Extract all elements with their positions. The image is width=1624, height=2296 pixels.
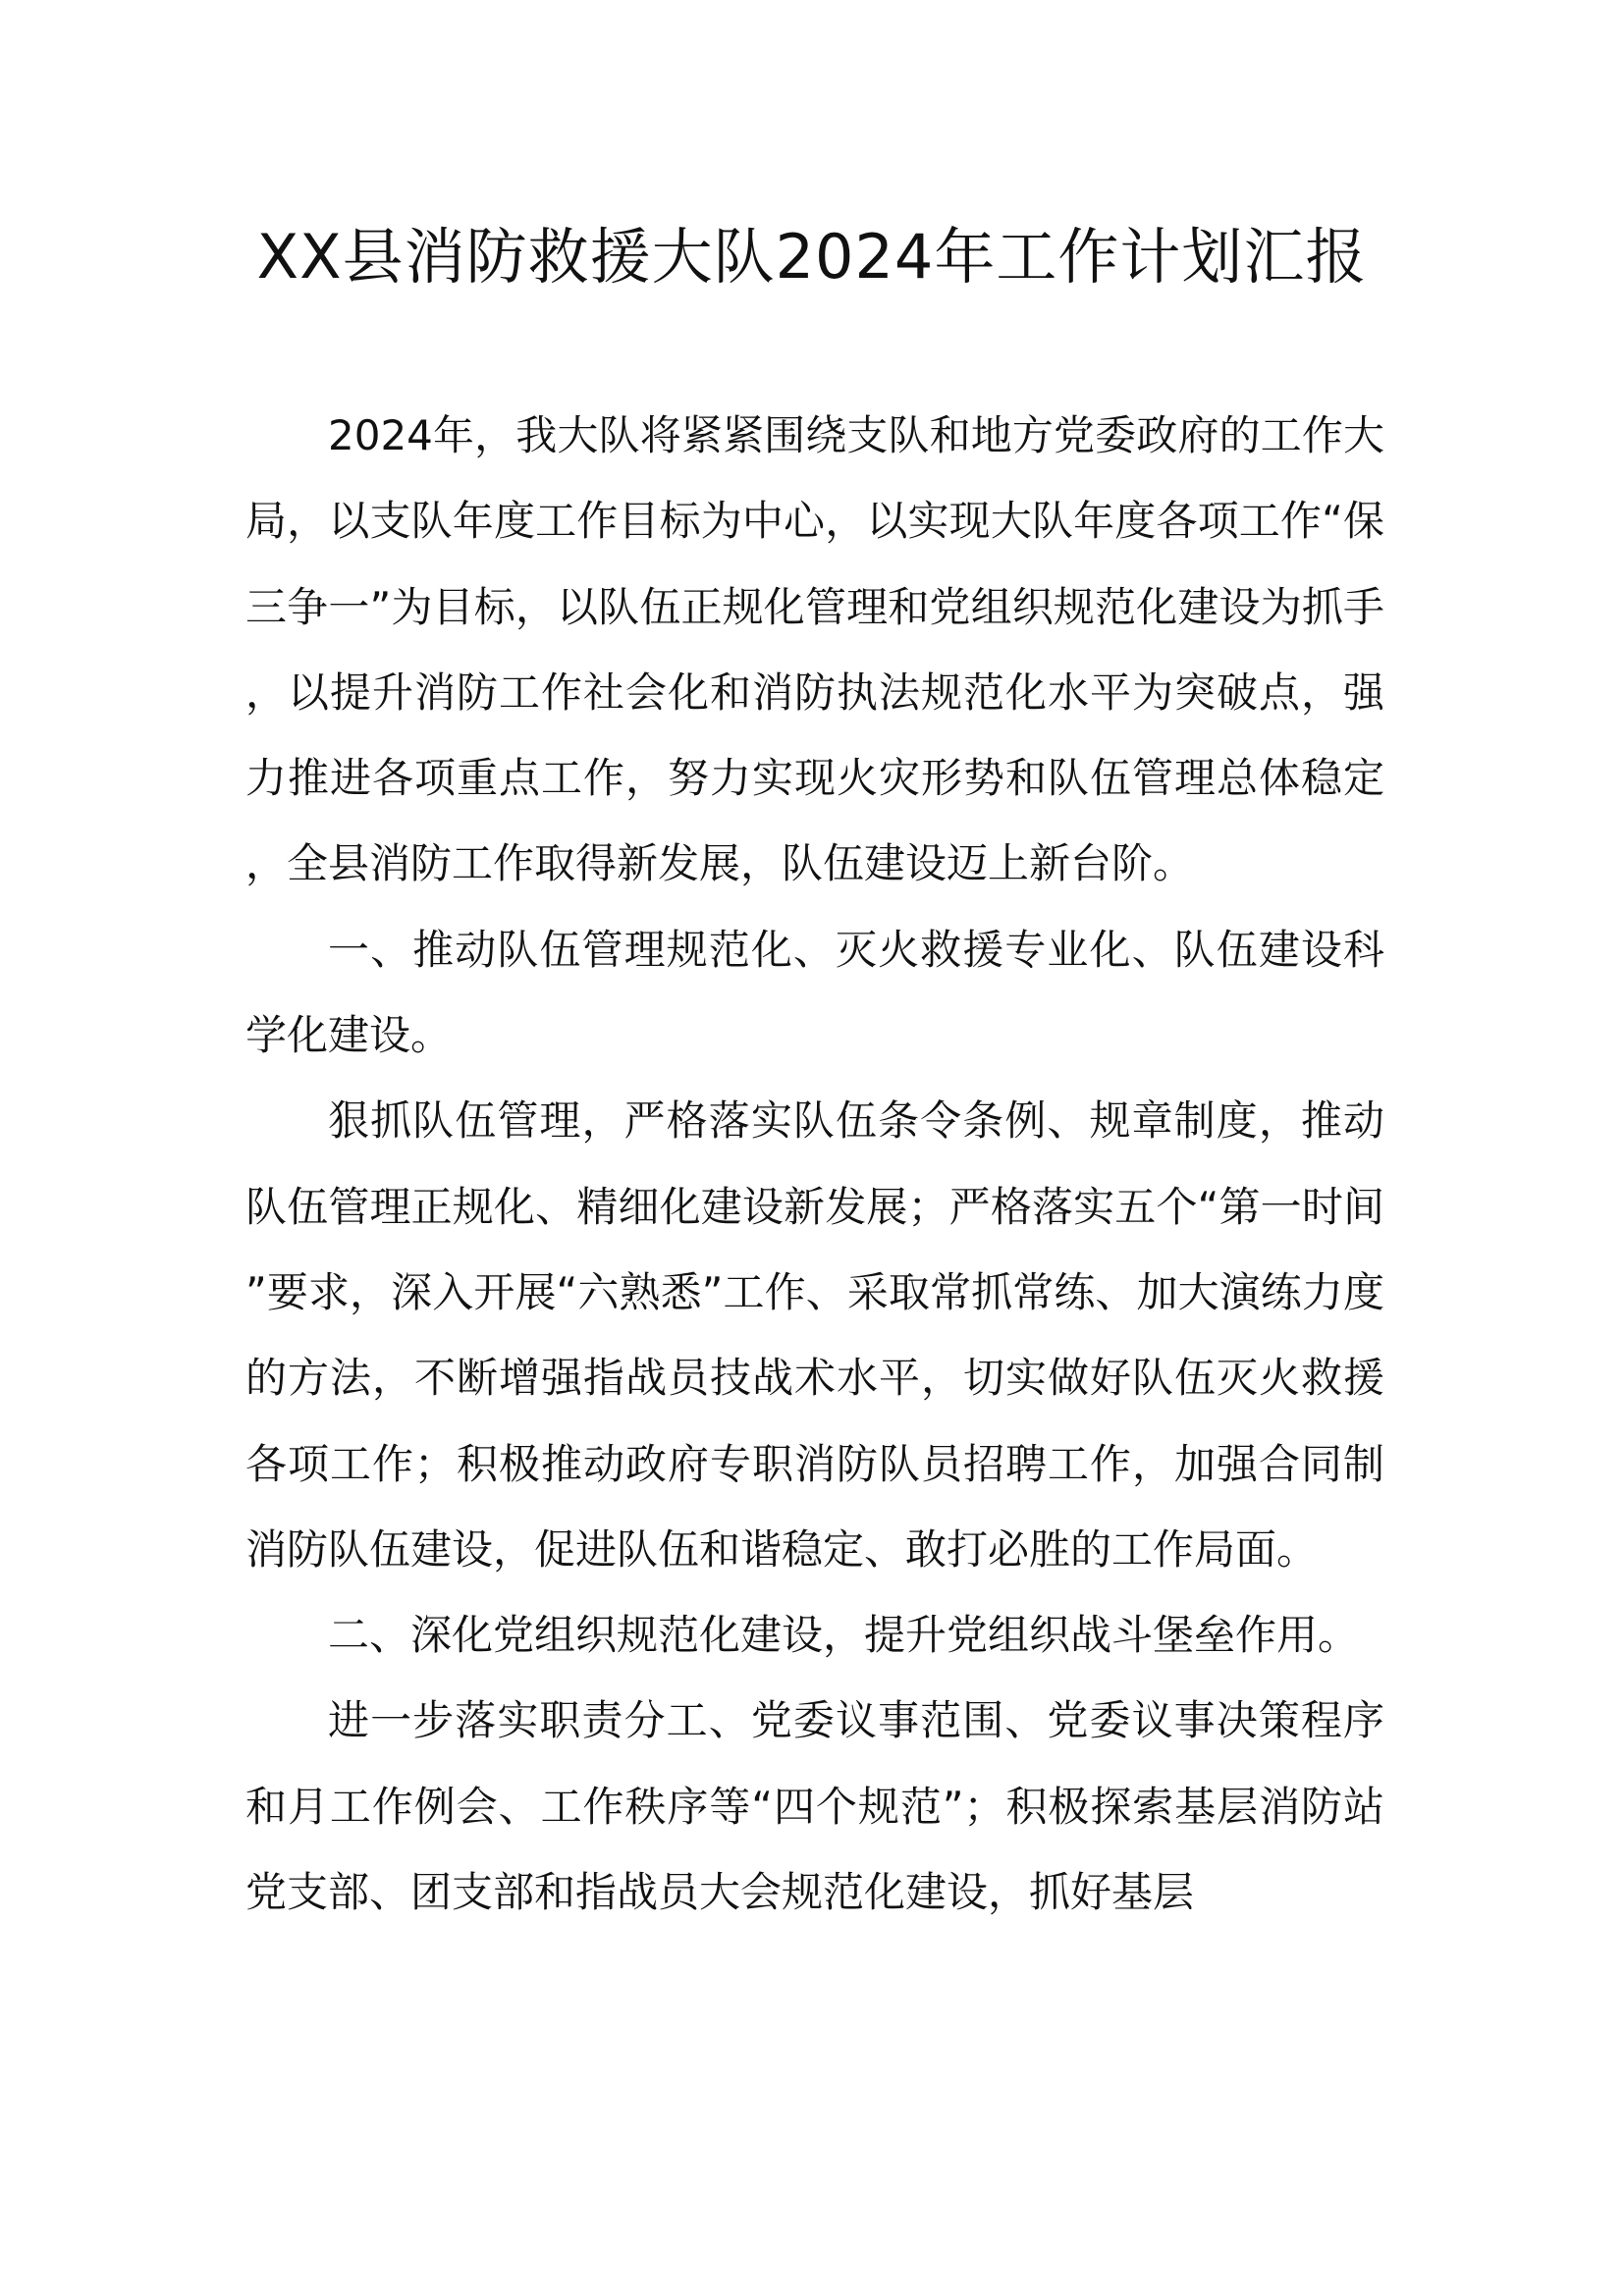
intro-paragraph: 2024年，我大队将紧紧围绕支队和地方党委政府的工作大局，以支队年度工作目标为中心，以实现大队年度各项工作“保三争一”为目标，以队伍正规化管理和党组织规范化建设为抓手，以提升消防工作社会化和消防执法规范化水平为突破点，强力推进各项重点工作，努力实现火灾形势和队伍管理总体稳定，全县消防工作取得新发展，队伍建设迈上新台阶。 (245, 411, 1384, 888)
section-1-paragraph: 狠抓队伍管理，严格落实队伍条令条例、规章制度，推动队伍管理正规化、精细化建设新发展；严格落实五个“第一时间”要求，深入开展“六熟悉”工作、采取常抓常练、加大演练力度的方法，不断增强指战员技战术水平，切实做好队伍灭火救援各项工作；积极推动政府专职消防队员招聘工作，加强合同制消防队伍建设，促进队伍和谐稳定、敢打必胜的工作局面。 (245, 1096, 1384, 1574)
section-heading-2: 二、深化党组织规范化建设，提升党组织战斗堡垒作用。 (328, 1611, 1360, 1660)
section-2-paragraph: 进一步落实职责分工、党委议事范围、党委议事决策程序和月工作例会、工作秩序等“四个规范”；积极探索基层消防站党支部、团支部和指战员大会规范化建设，抓好基层 (245, 1696, 1384, 1917)
section-heading-1: 一、推动队伍管理规范化、灭火救援专业化、队伍建设科学化建设。 (245, 925, 1384, 1060)
document-title: XX县消防救援大队2024年工作计划汇报 (256, 221, 1368, 293)
document-body (245, 393, 1384, 1935)
